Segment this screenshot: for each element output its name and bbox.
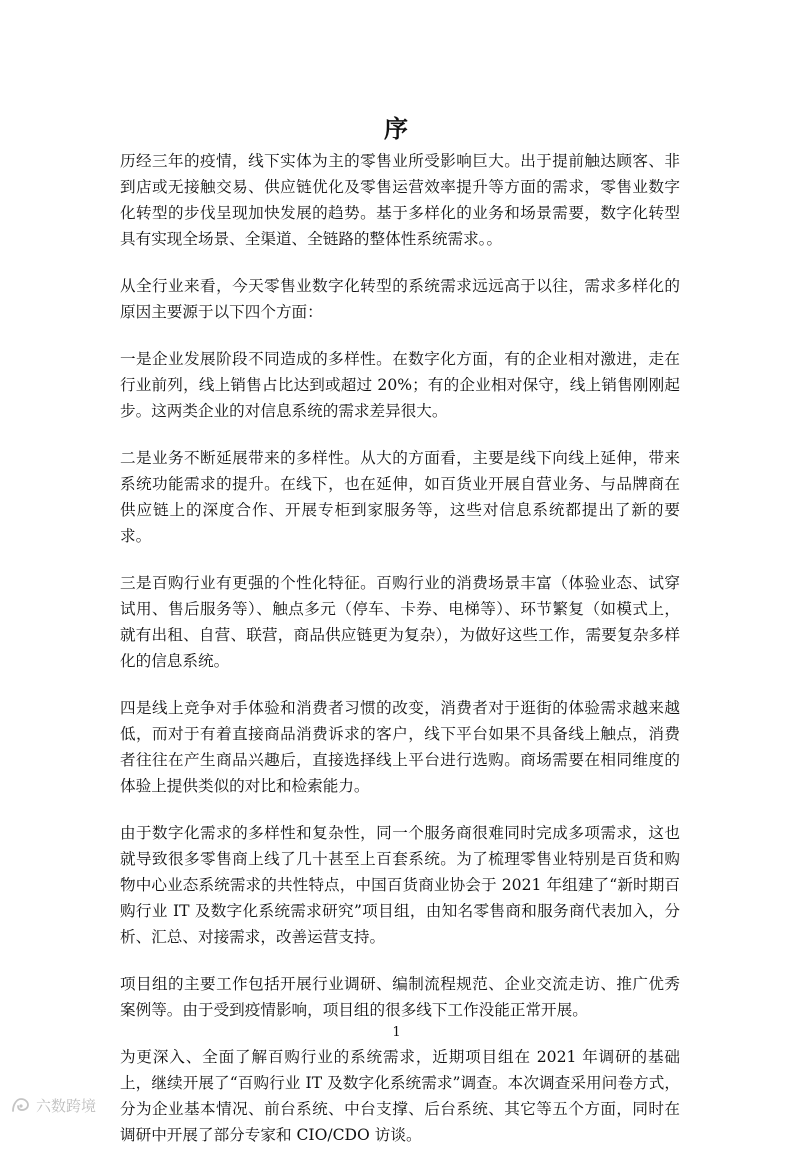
paragraph-1: 历经三年的疫情，线下实体为主的零售业所受影响巨大。出于提前触达顾客、非到店或无接触交易、供应链优化及零售运营效率提升等方面的需求，零售业数字化转型的步伐呈现加快发展的趋势。基于多样化的业务和场景需要，数字化转型具有实现全场景、全渠道、全链路的整体性系统需求。。 xyxy=(120,152,680,248)
paragraph-9: 为更深入、全面了解百购行业的系统需求，近期项目组在 2021 年调研的基础上，继续开展了“百购行业 IT 及数字化系统需求”调查。本次调查采用问卷方式，分为企业基本情况、前台系统、中台支撑、后台系统、其它等五个方面，同时在调研中开展了部分专家和 CIO/CDO 访谈。 xyxy=(120,1048,680,1144)
page-number: 1 xyxy=(392,1025,401,1040)
paragraph-5: 三是百购行业有更强的个性化特征。百购行业的消费场景丰富（体验业态、试穿试用、售后服务等）、触点多元（停车、卡券、电梯等）、环节繁复（如模式上，就有出租、自营、联营，商品供应链更为复杂），为做好这些工作，需要复杂多样化的信息系统。 xyxy=(120,574,680,670)
paragraph-2: 从全行业来看，今天零售业数字化转型的系统需求远远高于以往，需求多样化的原因主要源于以下四个方面： xyxy=(120,277,680,321)
paragraph-4: 二是业务不断延展带来的多样性。从大的方面看，主要是线下向线上延伸，带来系统功能需求的提升。在线下，也在延伸，如百货业开展自营业务、与品牌商在供应链上的深度合作、开展专柜到家服务等，这些对信息系统都提出了新的要求。 xyxy=(120,449,680,545)
page-title: 序 xyxy=(384,114,409,144)
paragraph-6: 四是线上竞争对手体验和消费者习惯的改变，消费者对于逛街的体验需求越来越低，而对于有着直接商品消费诉求的客户，线下平台如果不具备线上触点，消费者往往在产生商品兴趣后，直接选择线上平台进行选购。商场需要在相同维度的体验上提供类似的对比和检索能力。 xyxy=(120,699,680,795)
logo-icon xyxy=(10,1096,32,1114)
paragraph-3: 一是企业发展阶段不同造成的多样性。在数字化方面，有的企业相对激进，走在行业前列，线上销售占比达到或超过 20%；有的企业相对保守，线上销售刚刚起步。这两类企业的对信息系统的需求差异很大。 xyxy=(120,350,680,420)
body-content xyxy=(120,148,680,1169)
paragraph-8: 项目组的主要工作包括开展行业调研、编制流程规范、企业交流走访、推广优秀案例等。由于受到疫情影响，项目组的很多线下工作没能正常开展。 xyxy=(120,975,680,1019)
watermark-text: 六数跨境 xyxy=(36,1096,97,1115)
paragraph-7: 由于数字化需求的多样性和复杂性，同一个服务商很难同时完成多项需求，这也就导致很多零售商上线了几十甚至上百套系统。为了梳理零售业特别是百货和购物中心业态系统需求的共性特点，中国百货商业协会于 2021 年组建了“新时期百购行业 IT 及数字化系统需求研究”项目组，由知名零售商和服务商代表加入，分析、汇总、对接需求，改善运营支持。 xyxy=(120,824,680,946)
watermark xyxy=(10,1094,96,1116)
